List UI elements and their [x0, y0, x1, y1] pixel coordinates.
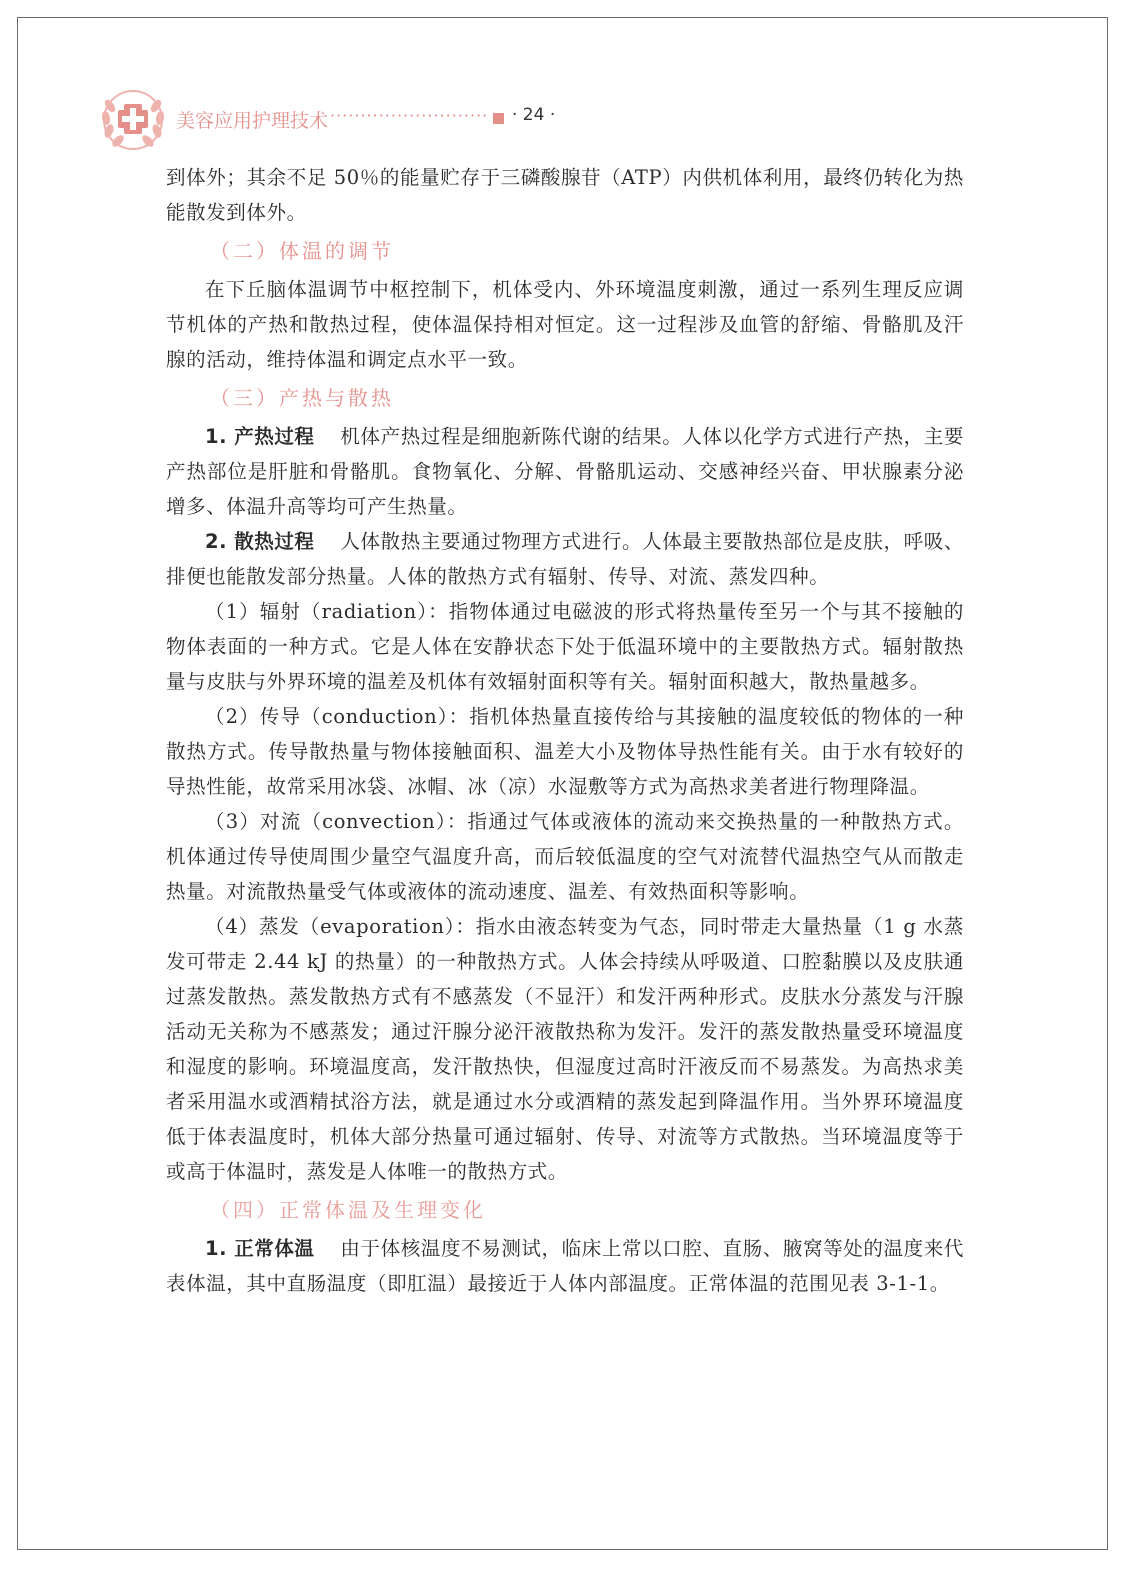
text-normal-temperature: 由于体核温度不易测试，临床上常以口腔、直肠、腋窝等处的温度来代表体温，其中直肠温度（即肛温）最接近于人体内部温度。正常体温的范围见表 3-1-1。 — [166, 1237, 964, 1295]
header-dot-leader: ·························· — [330, 106, 489, 125]
paragraph-evaporation: （4）蒸发（evaporation）：指水由液态转变为气态，同时带走大量热量（1 g 水蒸发可带走 2.44 kJ 的热量）的一种散热方式。人体会持续从呼吸道、口腔黏膜以及皮肤通过蒸发散热。蒸发散热方式有不感蒸发（不显汗）和发汗两种形式。皮肤水分蒸发与汗腺活动无关称为不感蒸发；通过汗腺分泌汗液散热称为发汗。发汗的蒸发散热量受环境温度和湿度的影响。环境温度高，发汗散热快，但湿度过高时汗液反而不易蒸发。为高热求美者采用温水或酒精拭浴方法，就是通过水分或酒精的蒸发起到降温作用。当外界环境温度低于体表温度时，机体大部分热量可通过辐射、传导、对流等方式散热。当环境温度等于或高于体温时，蒸发是人体唯一的散热方式。 — [166, 915, 964, 1183]
section-heading-3: （三）产热与散热 — [210, 386, 394, 410]
text-heat-dissipation: 人体散热主要通过物理方式进行。人体最主要散热部位是皮肤，呼吸、排便也能散发部分热量。人体的散热方式有辐射、传导、对流、蒸发四种。 — [166, 530, 964, 588]
paragraph-heat-production — [166, 419, 964, 524]
paragraph-heat-dissipation — [166, 524, 964, 594]
paragraph-conduction: （2）传导（conduction）：指机体热量直接传给与其接触的温度较低的物体的一种散热方式。传导散热量与物体接触面积、温差大小及物体导热性能有关。由于水有较好的导热性能，故常采用冰袋、冰帽、冰（凉）水湿敷等方式为高热求美者进行物理降温。 — [166, 705, 964, 798]
paragraph-continuation: 到体外；其余不足 50％的能量贮存于三磷酸腺苷（ATP）内供机体利用，最终仍转化为热能散发到体外。 — [166, 166, 964, 224]
page-number: · 24 · — [512, 105, 556, 125]
paragraph-normal-temperature — [166, 1231, 964, 1301]
running-header — [98, 88, 738, 152]
header-square-mark — [493, 113, 504, 124]
page-body — [166, 160, 964, 1301]
section-heading-2: （二）体温的调节 — [210, 239, 394, 263]
paragraph-convection: （3）对流（convection）：指通过气体或液体的流动来交换热量的一种散热方式。机体通过传导使周围少量空气温度升高，而后较低温度的空气对流替代温热空气从而散走热量。对流散热量受气体或液体的流动速度、温差、有效热面积等影响。 — [166, 810, 964, 903]
lead-heat-dissipation: 2. 散热过程 — [205, 530, 315, 553]
lead-normal-temperature: 1. 正常体温 — [205, 1237, 315, 1260]
text-heat-production: 机体产热过程是细胞新陈代谢的结果。人体以化学方式进行产热，主要产热部位是肝脏和骨骼肌。食物氧化、分解、骨骼肌运动、交感神经兴奋、甲状腺素分泌增多、体温升高等均可产生热量。 — [166, 425, 964, 518]
section-heading-4: （四）正常体温及生理变化 — [210, 1198, 486, 1222]
book-title: 美容应用护理技术 — [176, 110, 329, 132]
lead-heat-production: 1. 产热过程 — [205, 425, 315, 448]
laurel-cross-logo-icon — [98, 88, 168, 152]
paragraph-regulation: 在下丘脑体温调节中枢控制下，机体受内、外环境温度刺激，通过一系列生理反应调节机体的产热和散热过程，使体温保持相对恒定。这一过程涉及血管的舒缩、骨骼肌及汗腺的活动，维持体温和调定点水平一致。 — [166, 278, 964, 371]
paragraph-radiation: （1）辐射（radiation）：指物体通过电磁波的形式将热量传至另一个与其不接触的物体表面的一种方式。它是人体在安静状态下处于低温环境中的主要散热方式。辐射散热量与皮肤与外界环境的温差及机体有效辐射面积等有关。辐射面积越大，散热量越多。 — [166, 600, 964, 693]
